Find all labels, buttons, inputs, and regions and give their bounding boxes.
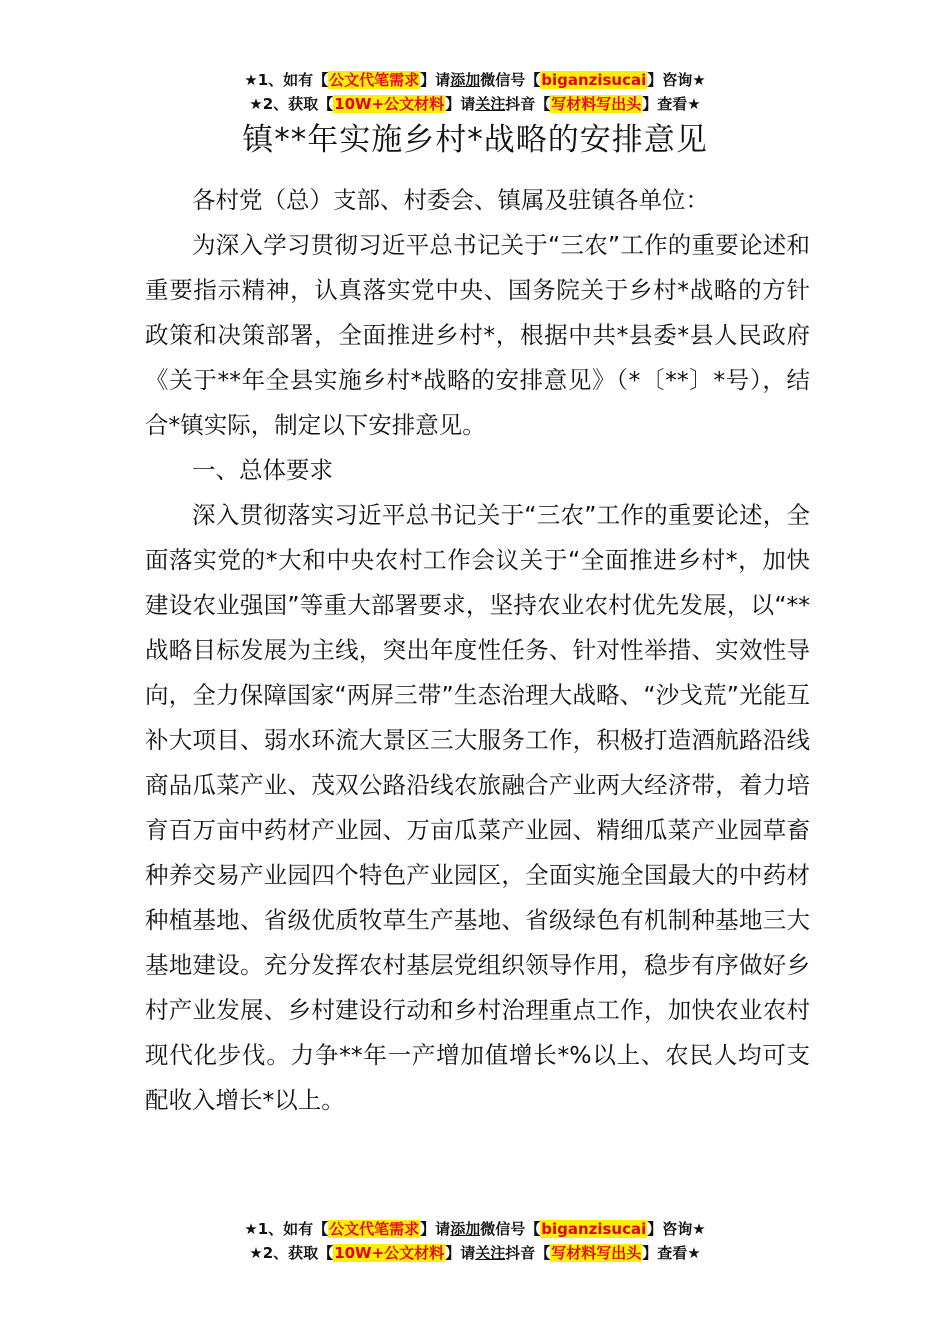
promo-text: 微信号【 xyxy=(480,1220,541,1238)
promo-text: ★2、获取【 xyxy=(249,1244,334,1262)
salutation: 各村党（总）支部、村委会、镇属及驻镇各单位： xyxy=(192,186,709,214)
promo-text: ★1、如有【 xyxy=(244,71,329,89)
promo-text: 抖音【 xyxy=(505,1244,551,1262)
highlight-service: 公文代笔需求 xyxy=(329,1220,420,1238)
highlight-douyin-account: 写材料写出头 xyxy=(551,95,642,113)
promo-text: 】查看★ xyxy=(642,95,701,113)
document-title: 镇**年实施乡村*战略的安排意见 xyxy=(242,122,708,158)
highlight-wechat-id: biganzisucai xyxy=(541,1220,647,1238)
highlight-wechat-id: biganzisucai xyxy=(541,71,647,89)
promo-line-1 xyxy=(0,68,950,92)
promo-text: ★2、获取【 xyxy=(249,95,334,113)
promo-line-2 xyxy=(0,1241,950,1265)
promo-underlined: 关注 xyxy=(475,95,506,113)
promo-text: 】请 xyxy=(420,71,451,89)
promo-text: 】咨询★ xyxy=(647,1220,706,1238)
promo-text: 】请 xyxy=(420,1220,451,1238)
promo-text: 微信号【 xyxy=(480,71,541,89)
section-paragraph: 深入贯彻落实习近平总书记关于“三农”工作的重要论述，全面落实党的*大和中央农村工作会议关于“全面推进乡村*，加快建设农业强国”等重大部署要求，坚持农业农村优先发展，以“**战略目标发展为主线，突出年度性任务、针对性举措、实效性导向，全力保障国家“两屏三带”生态治理大战略、“沙戈荒”光能互补大项目、弱水环流大景区三大服务工作，积极打造酒航路沿线商品瓜菜产业、茂双公路沿线农旅融合产业两大经济带，着力培育百万亩中药材产业园、万亩瓜菜产业园、精细瓜菜产业园草畜种养交易产业园四个特色产业园区，全面实施全国最大的中药材种植基地、省级优质牧草生产基地、省级绿色有机制种基地三大基地建设。充分发挥农村基层党组织领导作用，稳步有序做好乡村产业发展、乡村建设行动和乡村治理重点工作，加快农业农村现代化步伐。力争**年一产增加值增长*%以上、农民人均可支配收入增长*以上。 xyxy=(145,501,810,1114)
promo-underlined: 添加 xyxy=(450,71,481,89)
promo-underlined: 添加 xyxy=(450,1220,481,1238)
section-heading: 一、总体要求 xyxy=(192,456,333,484)
promo-underlined: 关注 xyxy=(475,1244,506,1262)
promo-text: 】查看★ xyxy=(642,1244,701,1262)
document-body xyxy=(145,178,810,1123)
promo-text: 抖音【 xyxy=(505,95,551,113)
promo-line-1 xyxy=(0,1217,950,1241)
promo-text: 】请 xyxy=(445,1244,476,1262)
highlight-service: 公文代笔需求 xyxy=(329,71,420,89)
highlight-douyin-account: 写材料写出头 xyxy=(551,1244,642,1262)
highlight-materials: 10W+公文材料 xyxy=(334,1244,445,1262)
intro-paragraph: 为深入学习贯彻习近平总书记关于“三农”工作的重要论述和重要指示精神，认真落实党中央、国务院关于乡村*战略的方针政策和决策部署，全面推进乡村*，根据中共*县委*县人民政府《关于**年全县实施乡村*战略的安排意见》（*〔**〕*号），结合*镇实际，制定以下安排意见。 xyxy=(145,231,810,439)
highlight-materials: 10W+公文材料 xyxy=(334,95,445,113)
promo-text: 】咨询★ xyxy=(647,71,706,89)
promo-banner-top xyxy=(0,68,950,116)
promo-text: ★1、如有【 xyxy=(244,1220,329,1238)
promo-line-2 xyxy=(0,92,950,116)
promo-banner-bottom xyxy=(0,1217,950,1265)
promo-text: 】请 xyxy=(445,95,476,113)
